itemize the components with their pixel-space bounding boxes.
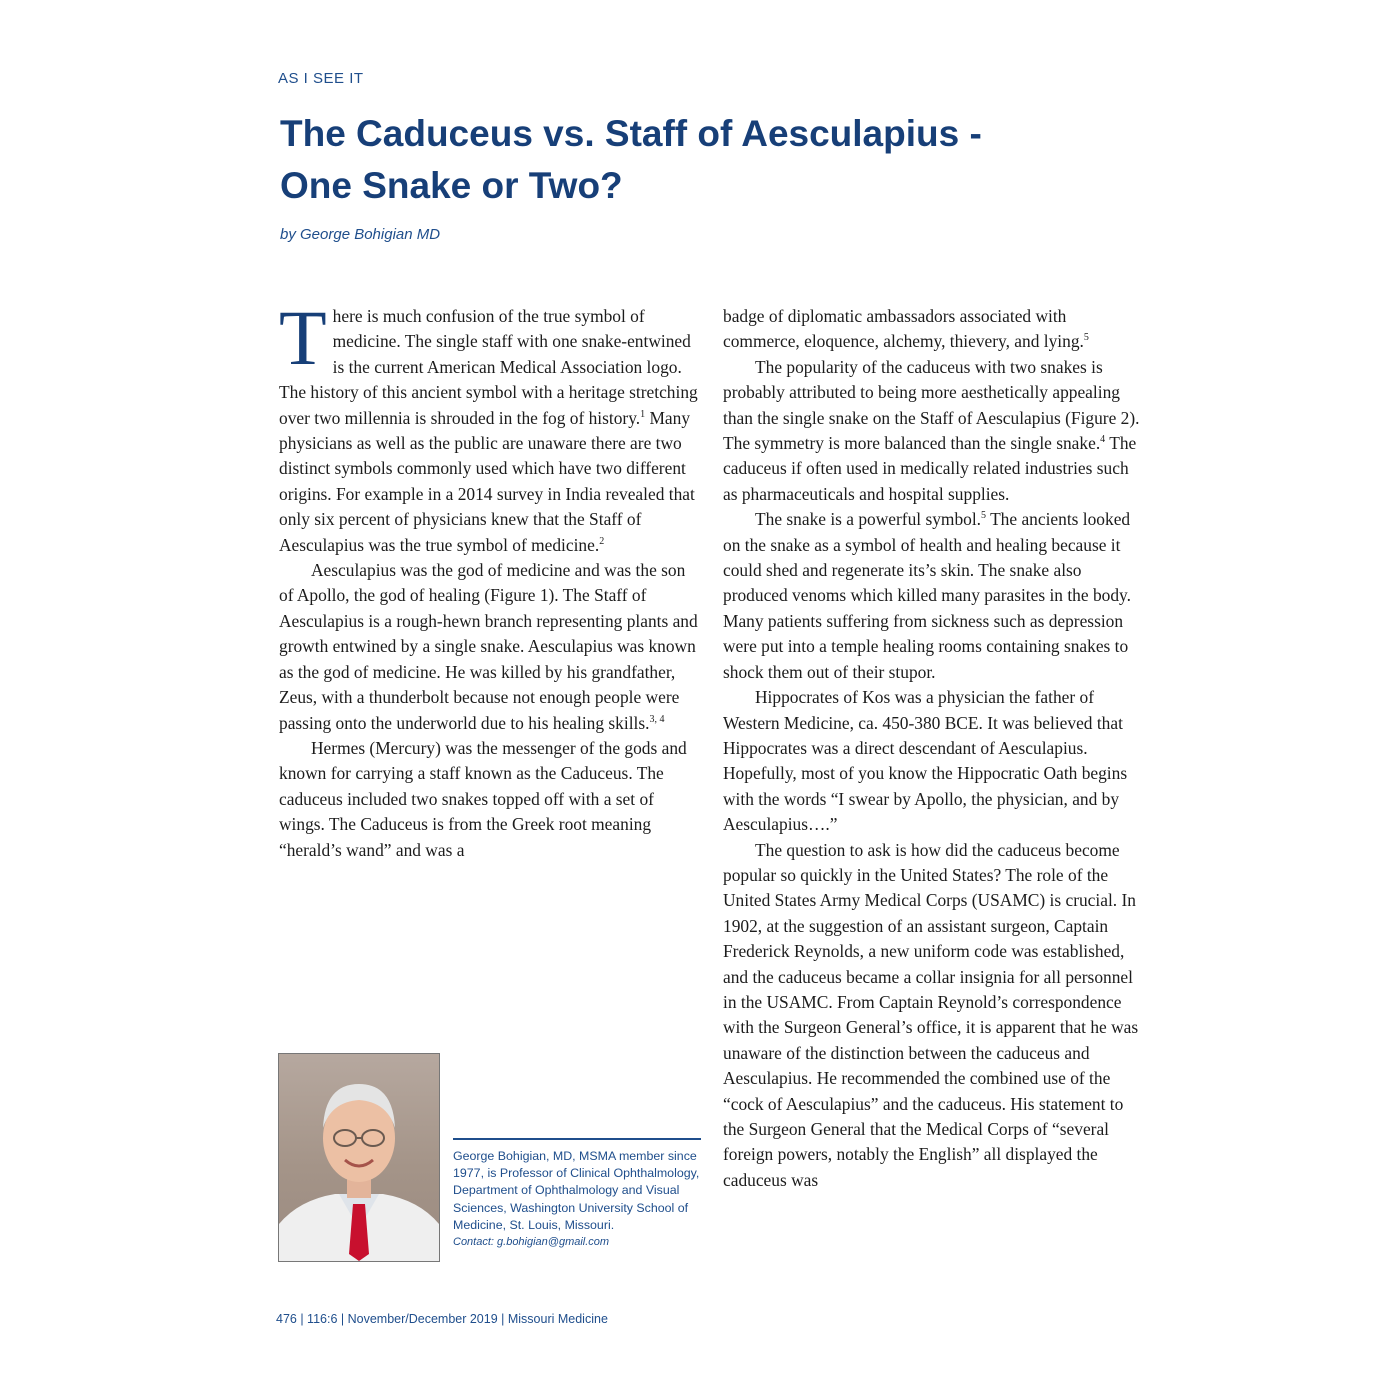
author-portrait-illustration <box>279 1054 439 1261</box>
author-contact: Contact: g.bohigian@gmail.com <box>453 1236 610 1249</box>
right-column <box>723 304 1143 1193</box>
paragraph-1 <box>279 294 699 558</box>
paragraph-1-text-a: here is much confusion of the true symbol of medicine. The single staff with one snake-entwined is the current American Medical Association logo. The history of this ancient symbol with a heritage stretching over two millennia is shrouded in the fog of history. <box>279 306 698 428</box>
paragraph-3 <box>279 736 699 863</box>
paragraph-3-text: Hermes (Mercury) was the messenger of the gods and known for carrying a staff known as the Caduceus. The caduceus included two snakes topped off with a set of wings. The Caduceus is from the Greek root meaning “herald’s wand” and was a <box>279 737 687 860</box>
paragraph-7-text: Hippocrates of Kos was a physician the father of Western Medicine, ca. 450-380 BCE. It was believed that Hippocrates was a direct descendant of Aesculapius. Hopefully, most of you know the Hippocratic Oath begins with the words “I swear by Apollo, the physician, and by Aesculapius….” <box>723 687 1128 835</box>
byline: by George Bohigian MD <box>280 226 441 243</box>
paragraph-8-text: The question to ask is how did the caduceus become popular so quickly in the United States? The role of the United States Army Medical Corps (USAMC) is crucial. In 1902, at the suggestion of an assistant surgeon, Captain Frederick Reynolds, a new uniform code was established, and the caduceus became a collar insignia for all personnel in the USAMC. From Captain Reynold’s correspondence with the Surgeon General’s office, it is apparent that he was unaware of the distinction between the caduceus and Aesculapius. He recommended the combined use of the “cock of Aesculapius” and the caduceus. His statement to the Surgeon General that the Medical Corps of “several foreign powers, notably the English” all displayed the caduceus was <box>723 839 1139 1190</box>
paragraph-5-text-b: The caduceus if often used in medically related industries such as pharmaceuticals and hospital supplies. <box>723 433 1137 504</box>
bio-divider <box>453 1138 701 1140</box>
paragraph-4-text: badge of diplomatic ambassadors associated with commerce, eloquence, alchemy, thievery, and lying. <box>723 306 1084 352</box>
reference-marker: 3, 4 <box>649 713 665 725</box>
paragraph-8 <box>723 838 1143 1194</box>
paragraph-1-text-b: Many physicians as well as the public are unaware there are two distinct symbols commonly used which have two different origins. For example in a 2014 survey in India revealed that only six percent of physicians knew that the Staff of Aesculapius was the true symbol of medicine. <box>279 407 695 555</box>
paragraph-7 <box>723 685 1143 837</box>
reference-marker: 2 <box>599 535 605 547</box>
author-bio-text: George Bohigian, MD, MSMA member since 1977, is Professor of Clinical Ophthalmology, Department of Ophthalmology and Visual Sciences, Washington University School of Medicine, St. Louis, Missouri. <box>453 1149 700 1232</box>
paragraph-6-text-a: The snake is a powerful symbol. <box>755 509 982 530</box>
reference-marker: 5 <box>1083 332 1089 344</box>
page-footer: 476 | 116:6 | November/December 2019 | Missouri Medicine <box>276 1312 608 1326</box>
title-line-2: One Snake or Two? <box>280 165 623 206</box>
reference-marker: 1 <box>640 408 646 420</box>
reference-marker: 4 <box>1100 434 1106 446</box>
paragraph-6 <box>723 507 1143 685</box>
paragraph-5 <box>723 355 1143 507</box>
paragraph-6-text-b: The ancients looked on the snake as a symbol of health and healing because it could shed and regenerate its’s skin. The snake also produced venoms which killed many parasites in the body. Many patients suffering from sickness such as depression were put into a temple healing rooms containing snakes to shock them out of their stupor. <box>723 509 1131 682</box>
paragraph-4 <box>723 304 1143 355</box>
paragraph-5-text-a: The popularity of the caduceus with two snakes is probably attributed to being more aesthetically appealing than the single snake on the Staff of Aesculapius (Figure 2). The symmetry is more balanced than the single snake. <box>723 356 1140 454</box>
drop-cap: T <box>279 294 327 381</box>
reference-marker: 5 <box>981 510 987 522</box>
author-bio <box>453 1148 703 1251</box>
left-column <box>279 294 699 863</box>
article-title <box>280 108 1040 212</box>
section-label: AS I SEE IT <box>278 70 364 87</box>
title-line-1: The Caduceus vs. Staff of Aesculapius - <box>280 113 982 154</box>
author-photo <box>278 1053 440 1262</box>
paragraph-2 <box>279 558 699 736</box>
paragraph-2-text: Aesculapius was the god of medicine and was the son of Apollo, the god of healing (Figure 1). The Staff of Aesculapius is a rough-hewn branch representing plants and growth entwined by a single snake. Aesculapius was known as the god of medicine. He was killed by his grandfather, Zeus, with a thunderbolt because not enough people were passing onto the underworld due to his healing skills. <box>279 560 698 733</box>
